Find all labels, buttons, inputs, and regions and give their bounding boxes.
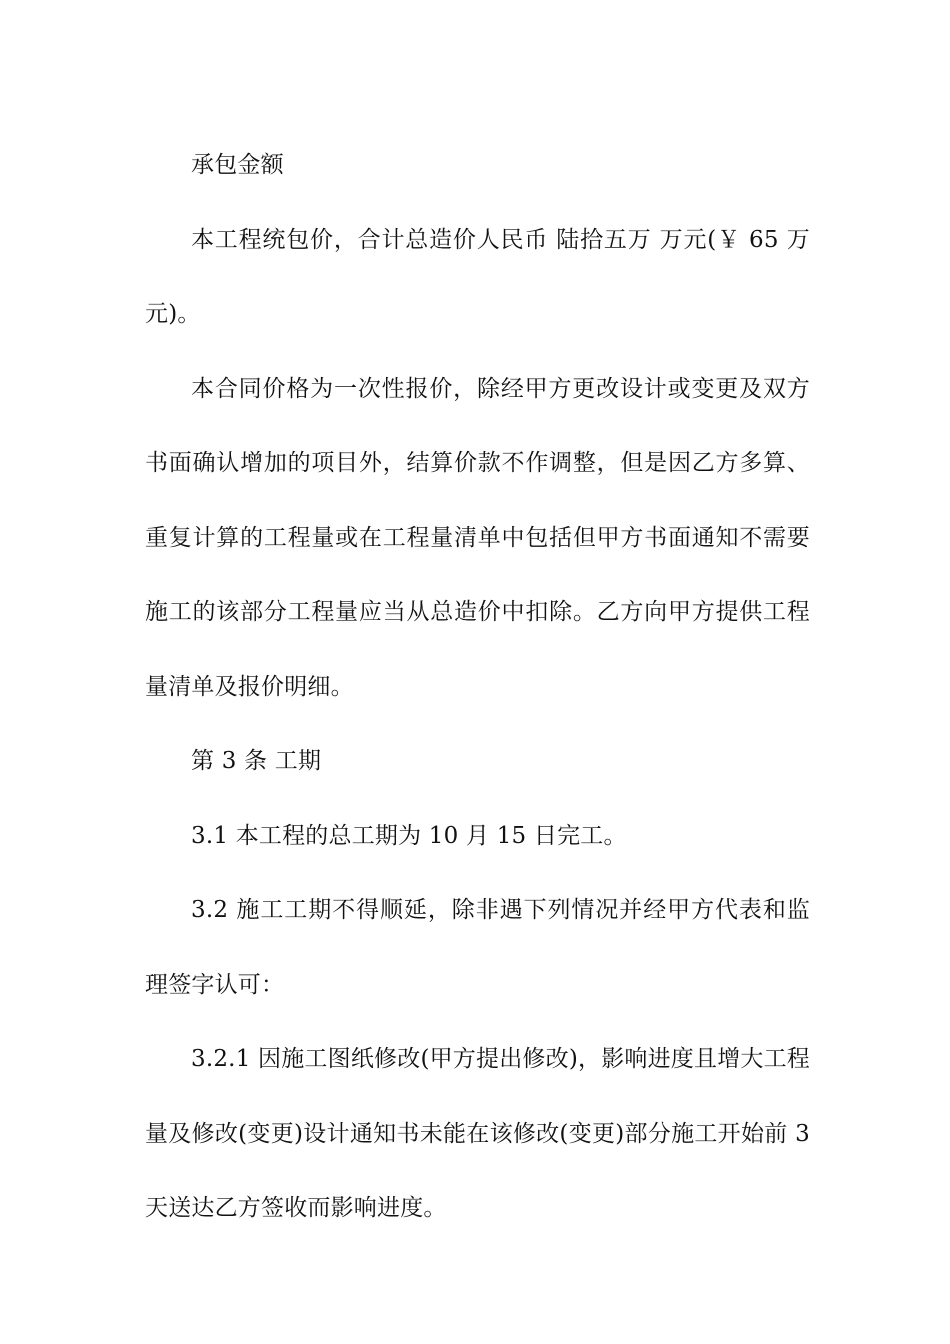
paragraph-price-terms: 本合同价格为一次性报价，除经甲方更改设计或变更及双方书面确认增加的项目外，结算价款不作调整，但是因乙方多算、重复计算的工程量或在工程量清单中包括但甲方书面通知不需要施工的该部分工程量应当从总造价中扣除。乙方向甲方提供工程量清单及报价明细。: [145, 375, 810, 700]
clause-3-2: 3.2 施工工期不得顺延，除非遇下列情况并经甲方代表和监理签字认可：: [145, 897, 810, 998]
clause-3-1: 3.1 本工程的总工期为 10 月 15 日完工。: [191, 822, 627, 849]
clause-3-2-1: 3.2.1 因施工图纸修改(甲方提出修改)，影响进度且增大工程量及修改(变更)设计通知书未能在该修改(变更)部分施工开始前 3 天送达乙方签收而影响进度。: [145, 1046, 810, 1221]
article-heading-duration: 第 3 条 工期: [191, 748, 322, 774]
section-heading-contract-amount: 承包金额: [191, 152, 284, 178]
document-body: [145, 128, 810, 1246]
paragraph-total-price: 本工程统包价，合计总造价人民币 陆拾五万 万元(￥ 65 万元)。: [145, 226, 810, 327]
